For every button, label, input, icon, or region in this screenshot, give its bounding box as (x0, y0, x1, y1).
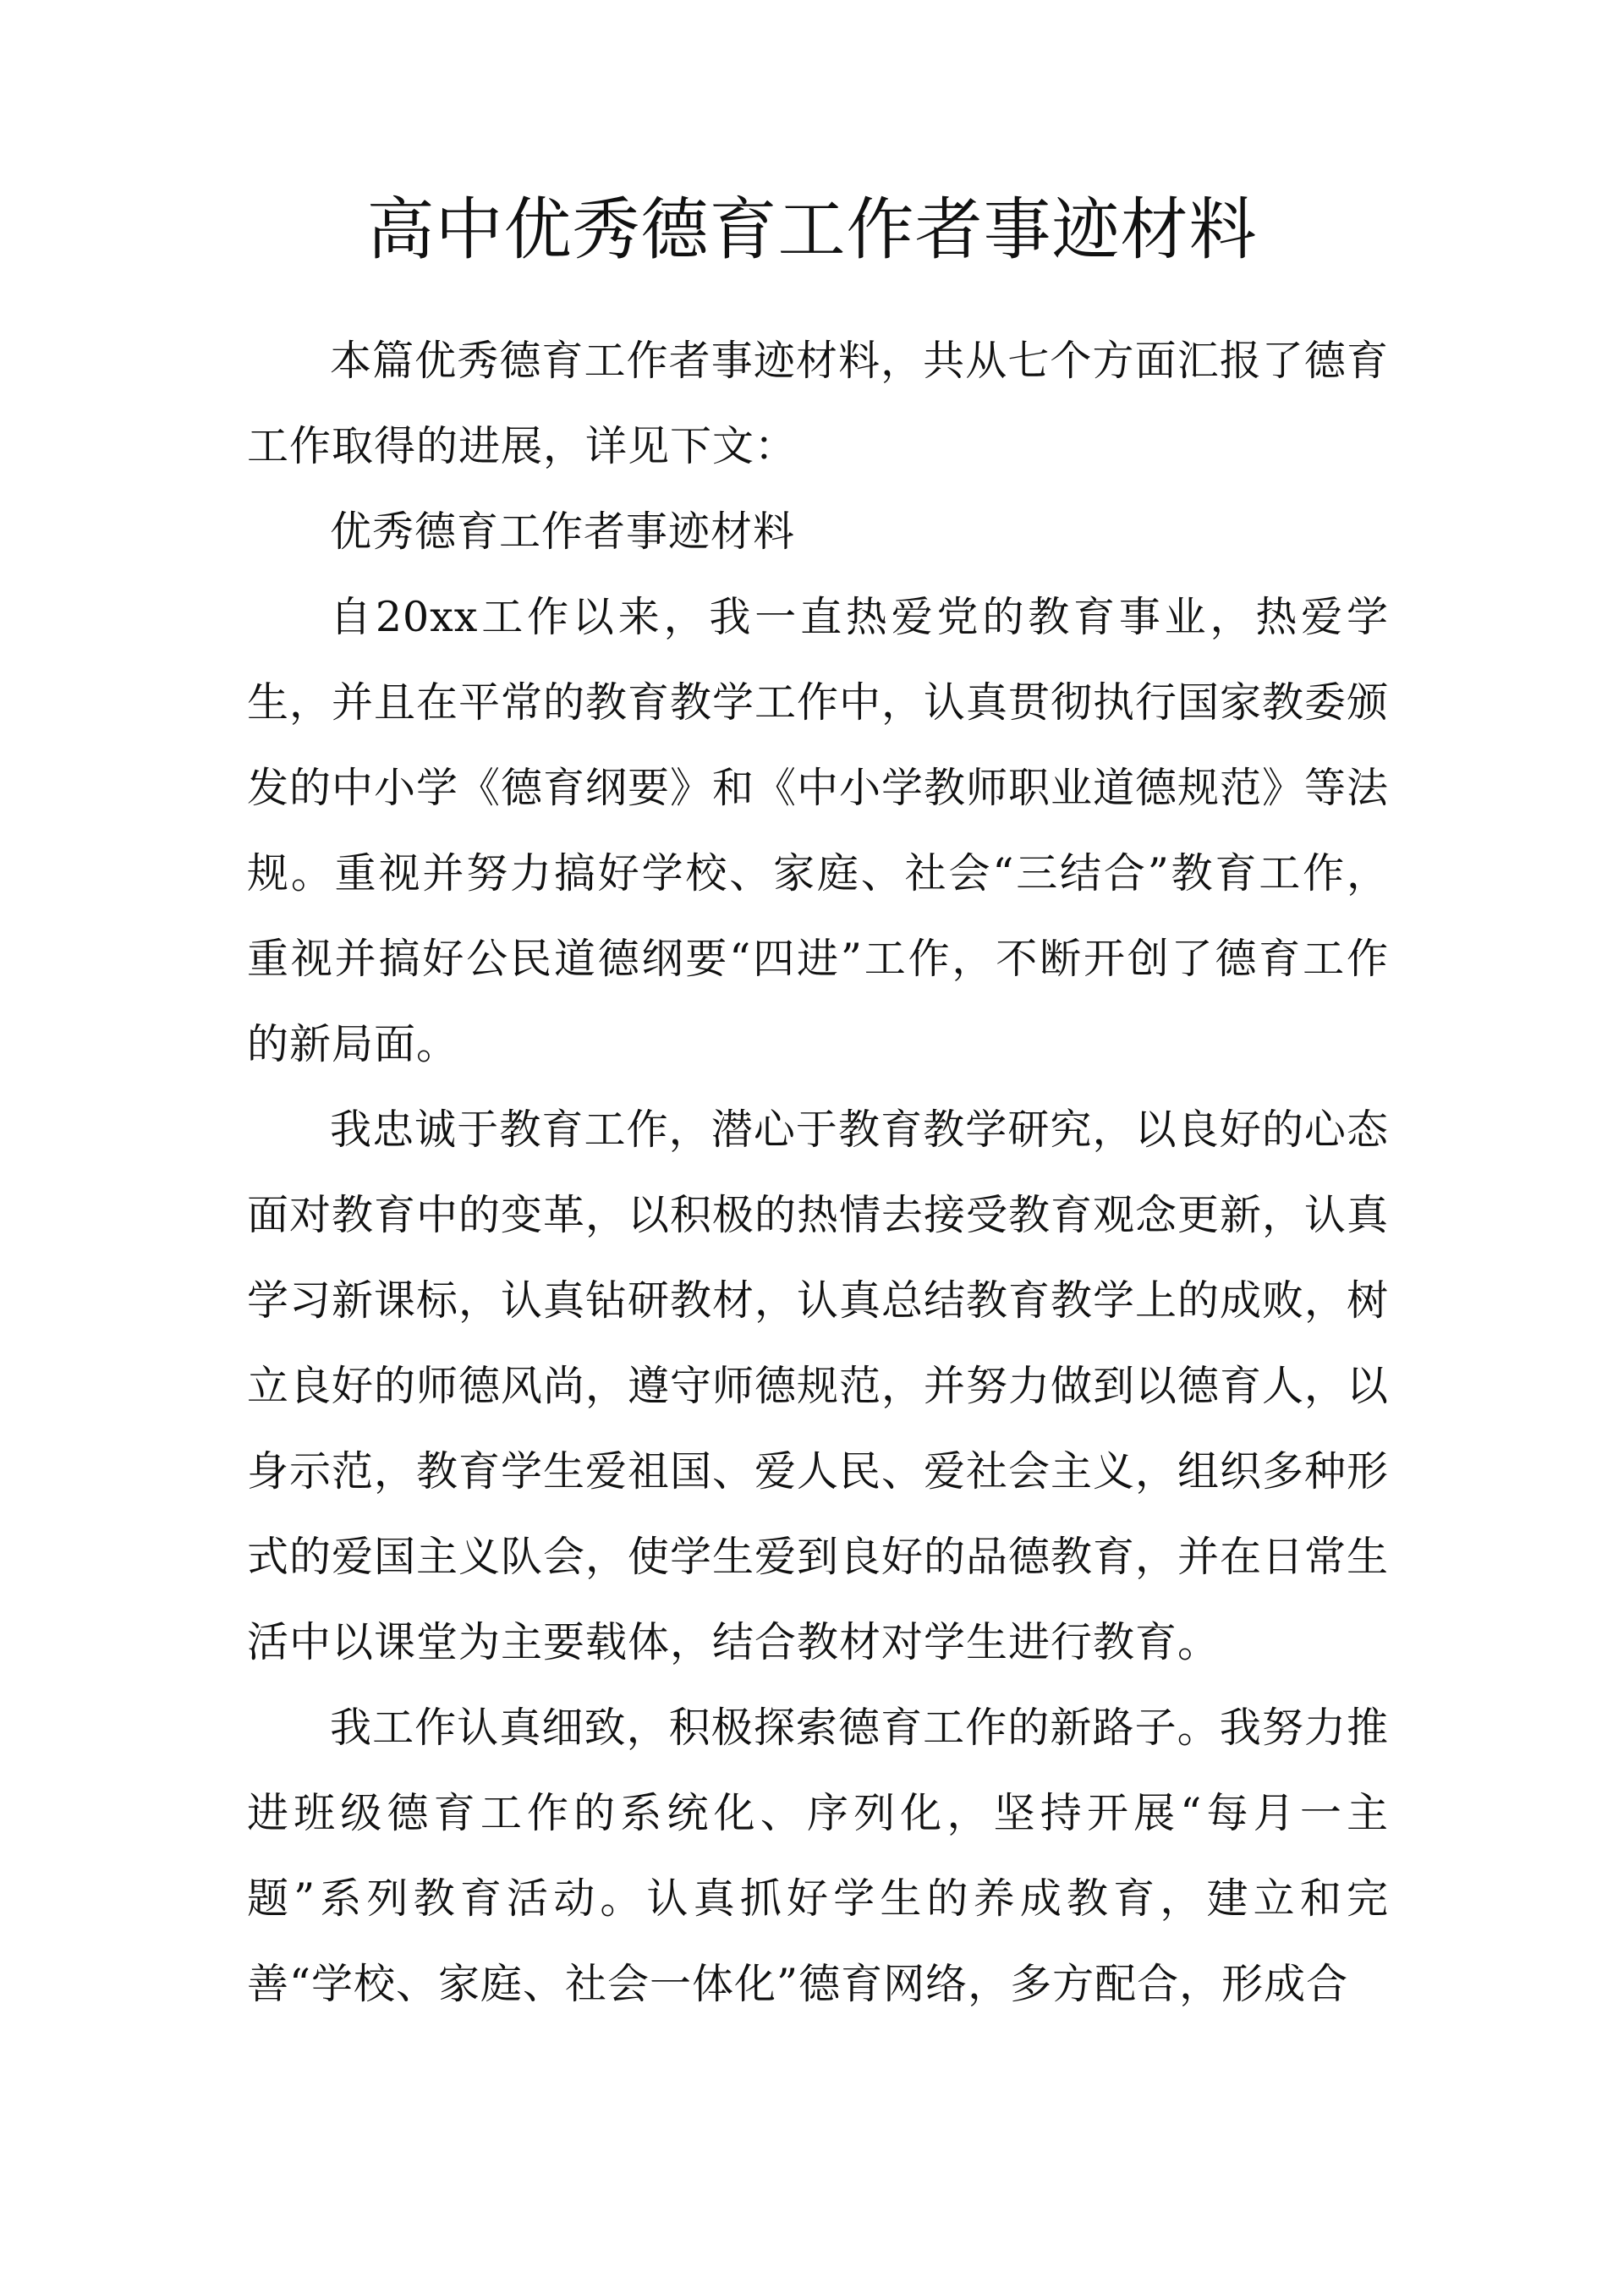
paragraph-subtitle: 优秀德育工作者事迹材料 (330, 508, 796, 556)
paragraph-career: 自20xx工作以来，我一直热爱党的教育事业，热爱学生，并且在平常的教育教学工作中，认真贯彻执行国家教委颁发的中小学《德育纲要》和《中小学教师职业道德规范》等法规。重视并努力搞好学校、家庭、社会“三结合”教育工作，重视并搞好公民道德纲要“四进”工作，不断开创了德育工作的新局面。 (247, 593, 1390, 1068)
document-title: 高中优秀德育工作者事迹材料 (366, 190, 1258, 269)
document-body (247, 318, 1389, 2027)
paragraph-intro: 本篇优秀德育工作者事迹材料，共从七个方面汇报了德育工作取得的进展，详见下文： (247, 337, 1389, 470)
paragraph-dedication: 我忠诚于教育工作，潜心于教育教学研究，以良好的心态面对教育中的变革，以积极的热情去接受教育观念更新，认真学习新课标，认真钻研教材，认真总结教育教学上的成败，树立良好的师德风尚，遵守师德规范，并努力做到以德育人，以身示范，教育学生爱祖国、爱人民、爱社会主义，组织多种形式的爱国主义队会，使学生爱到良好的品德教育，并在日常生活中以课堂为主要载体，结合教材对学生进行教育。 (247, 1106, 1390, 1666)
paragraph-methods: 我工作认真细致，积极探索德育工作的新路子。我努力推进班级德育工作的系统化、序列化，坚持开展“每月一主题”系列教育活动。认真抓好学生的养成教育，建立和完善“学校、家庭、社会一体化”德育网络，多方配合，形成合 (247, 1704, 1389, 2008)
